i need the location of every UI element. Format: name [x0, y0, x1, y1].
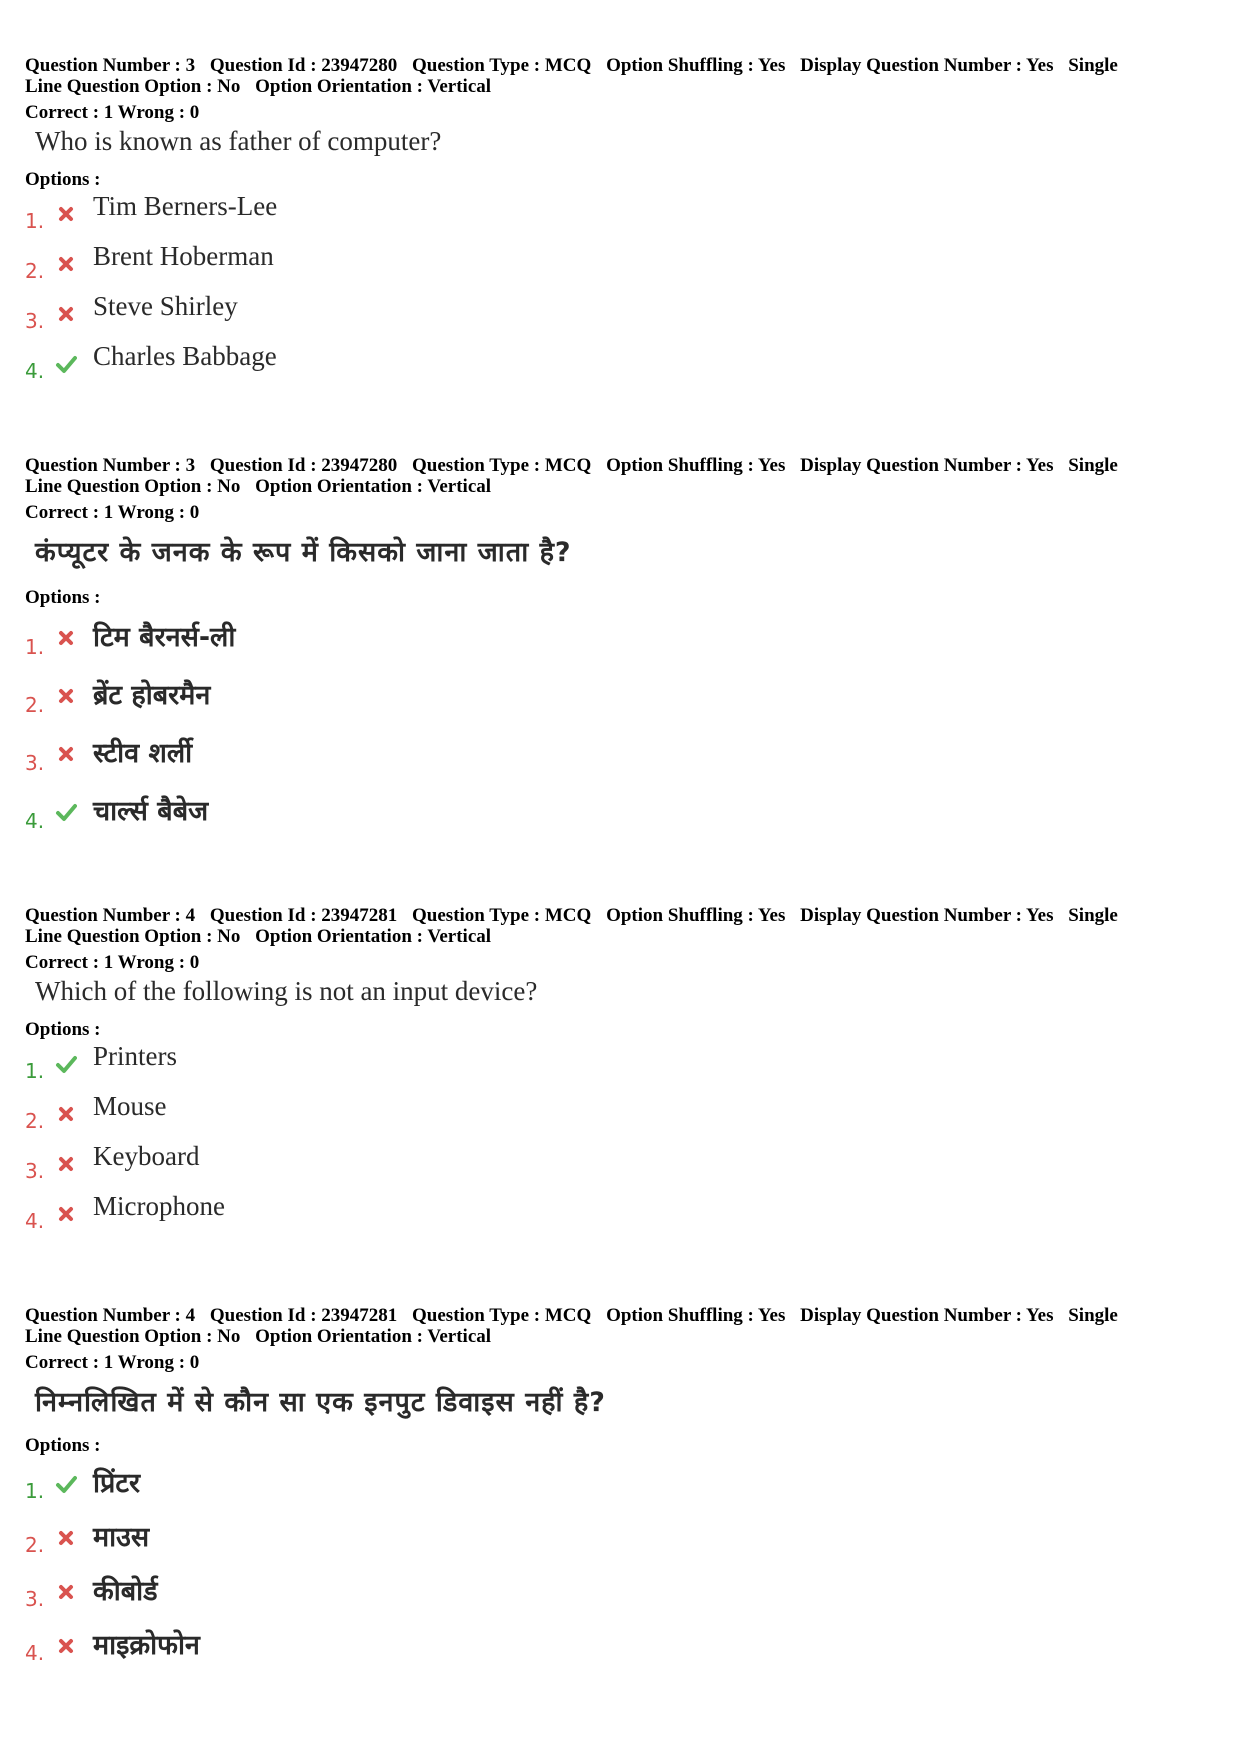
- question-meta: Question Number : 4 Question Id : 23947281 Question Type : MCQ Option Shuffling : Yes Display Question Number : Yes Single Line Question Option : No Option Orientation : Vertical: [25, 905, 1118, 947]
- question-meta: Question Number : 3 Question Id : 23947280 Question Type : MCQ Option Shuffling : Yes Display Question Number : Yes Single Line Question Option : No Option Orientation : Vertical: [25, 455, 1118, 497]
- question-block: [25, 905, 1215, 1241]
- option-number: 1.: [25, 209, 45, 233]
- cross-icon: [55, 685, 77, 707]
- option-item: [25, 1457, 1215, 1511]
- cross-icon: [55, 303, 77, 325]
- question-block: [25, 55, 1215, 391]
- option-number: 1.: [25, 1479, 45, 1503]
- cross-icon: [55, 627, 77, 649]
- option-number: 2.: [25, 1109, 45, 1133]
- option-text: माइक्रोफोन: [93, 1630, 200, 1661]
- option-text: Printers: [93, 1041, 177, 1071]
- option-item: [25, 241, 1215, 291]
- option-text: Charles Babbage: [93, 341, 277, 371]
- option-text: चार्ल्स बैबेज: [93, 796, 209, 827]
- option-text: Tim Berners-Lee: [93, 191, 278, 221]
- option-text: Microphone: [93, 1191, 225, 1221]
- options-label: Options :: [25, 1019, 101, 1040]
- cross-icon: [55, 253, 77, 275]
- correct-wrong-score: Correct : 1 Wrong : 0: [25, 1352, 200, 1373]
- option-text: माउस: [93, 1522, 150, 1553]
- question-text: निम्नलिखित में से कौन सा एक इनपुट डिवाइस नहीं है?: [35, 1387, 606, 1418]
- correct-wrong-score: Correct : 1 Wrong : 0: [25, 102, 200, 123]
- question-block: [25, 1305, 1215, 1673]
- question-text: कंप्यूटर के जनक के रूप में किसको जाना जाता है?: [35, 537, 572, 568]
- option-text: प्रिंटर: [93, 1468, 141, 1499]
- option-number: 1.: [25, 635, 45, 659]
- option-item: [25, 667, 1215, 725]
- option-text: Brent Hoberman: [93, 241, 274, 271]
- option-item: [25, 191, 1215, 241]
- option-text: स्टीव शर्ली: [93, 738, 193, 769]
- options-label: Options :: [25, 1435, 101, 1456]
- option-number: 4.: [25, 1641, 45, 1665]
- option-number: 2.: [25, 259, 45, 283]
- cross-icon: [55, 1203, 77, 1225]
- option-item: [25, 1141, 1215, 1191]
- option-text: ब्रेंट होबरमैन: [93, 680, 211, 711]
- option-number: 2.: [25, 693, 45, 717]
- option-text: Steve Shirley: [93, 291, 238, 321]
- option-item: [25, 1619, 1215, 1673]
- check-icon: [55, 1053, 77, 1075]
- option-number: 2.: [25, 1533, 45, 1557]
- option-text: Keyboard: [93, 1141, 200, 1171]
- correct-wrong-score: Correct : 1 Wrong : 0: [25, 502, 200, 523]
- correct-wrong-score: Correct : 1 Wrong : 0: [25, 952, 200, 973]
- option-item: [25, 725, 1215, 783]
- option-item: [25, 1091, 1215, 1141]
- question-meta: Question Number : 4 Question Id : 23947281 Question Type : MCQ Option Shuffling : Yes Display Question Number : Yes Single Line Question Option : No Option Orientation : Vertical: [25, 1305, 1118, 1347]
- check-icon: [55, 1473, 77, 1495]
- cross-icon: [55, 1581, 77, 1603]
- option-item: [25, 1565, 1215, 1619]
- option-text: Mouse: [93, 1091, 167, 1121]
- question-meta: Question Number : 3 Question Id : 23947280 Question Type : MCQ Option Shuffling : Yes Display Question Number : Yes Single Line Question Option : No Option Orientation : Vertical: [25, 55, 1118, 97]
- option-item: [25, 291, 1215, 341]
- option-number: 3.: [25, 309, 45, 333]
- option-text: टिम बैरनर्स-ली: [93, 622, 236, 653]
- option-text: कीबोर्ड: [93, 1576, 158, 1607]
- option-item: [25, 341, 1215, 391]
- option-number: 4.: [25, 1209, 45, 1233]
- option-number: 4.: [25, 809, 45, 833]
- cross-icon: [55, 743, 77, 765]
- option-number: 1.: [25, 1059, 45, 1083]
- option-item: [25, 1511, 1215, 1565]
- cross-icon: [55, 203, 77, 225]
- options-label: Options :: [25, 169, 101, 190]
- option-item: [25, 1191, 1215, 1241]
- option-item: [25, 609, 1215, 667]
- question-block: [25, 455, 1215, 841]
- option-number: 4.: [25, 359, 45, 383]
- option-number: 3.: [25, 1159, 45, 1183]
- option-number: 3.: [25, 1587, 45, 1611]
- cross-icon: [55, 1527, 77, 1549]
- question-text: Who is known as father of computer?: [35, 126, 442, 156]
- cross-icon: [55, 1153, 77, 1175]
- check-icon: [55, 353, 77, 375]
- option-item: [25, 783, 1215, 841]
- cross-icon: [55, 1103, 77, 1125]
- option-number: 3.: [25, 751, 45, 775]
- question-text: Which of the following is not an input device?: [35, 976, 538, 1006]
- options-label: Options :: [25, 587, 101, 608]
- cross-icon: [55, 1635, 77, 1657]
- check-icon: [55, 801, 77, 823]
- option-item: [25, 1041, 1215, 1091]
